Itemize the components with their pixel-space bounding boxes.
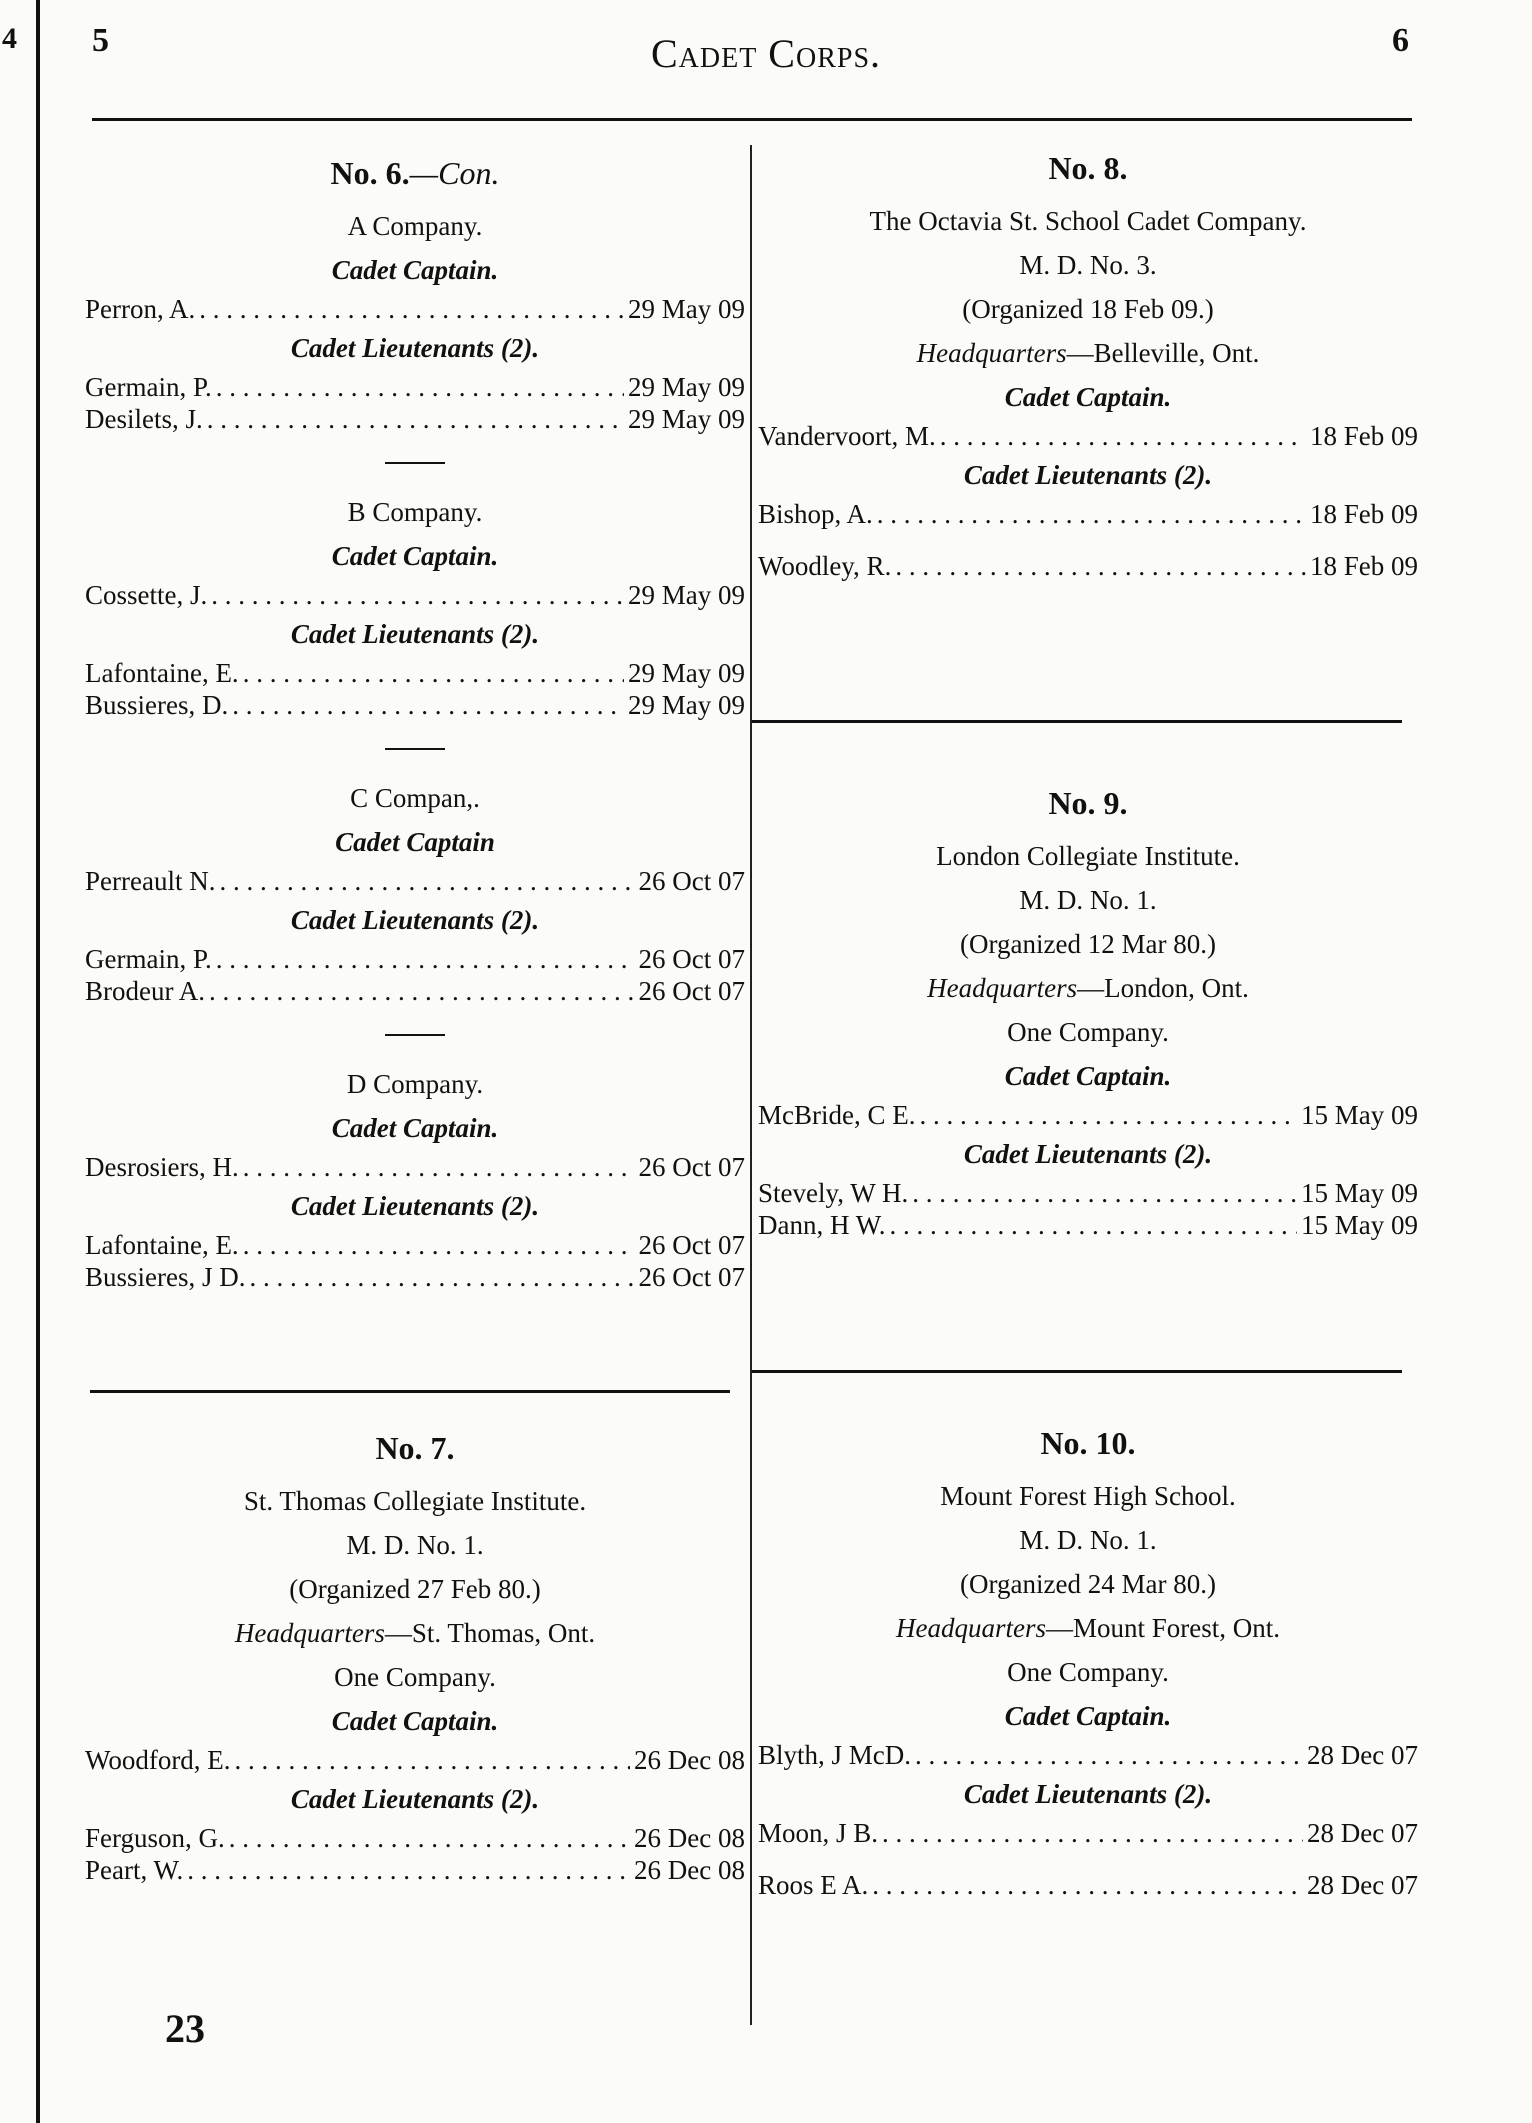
roster-entry bbox=[758, 1740, 1418, 1770]
leader-dots bbox=[890, 1210, 1298, 1240]
leader-dots bbox=[895, 551, 1306, 581]
cadet-name: Woodford, E. bbox=[85, 1745, 231, 1775]
organized-date: (Organized 12 Mar 80.) bbox=[960, 929, 1216, 959]
cadet-name: Woodley, R. bbox=[758, 551, 892, 581]
leader-dots bbox=[232, 690, 624, 720]
company-name: A Company. bbox=[347, 211, 483, 241]
appointment-date: 29 May 09 bbox=[628, 690, 745, 720]
lieutenants-heading: Cadet Lieutenants (2). bbox=[290, 1191, 540, 1221]
appointment-date: 26 Dec 08 bbox=[634, 1745, 745, 1775]
leader-dots bbox=[940, 421, 1306, 451]
appointment-date: 26 Oct 07 bbox=[638, 1152, 745, 1182]
cadet-name: Vandervoort, M. bbox=[758, 421, 936, 451]
footer-page-number: 23 bbox=[165, 2006, 205, 2051]
cadet-name: Lafontaine, E. bbox=[85, 1230, 239, 1260]
section-separator bbox=[90, 1390, 730, 1393]
cadet-name: Lafontaine, E. bbox=[85, 658, 239, 688]
section-no10 bbox=[758, 1425, 1418, 1902]
organized-date: (Organized 18 Feb 09.) bbox=[962, 294, 1214, 324]
roster-entry bbox=[85, 1855, 745, 1885]
headquarters-place: —London, Ont. bbox=[1077, 973, 1249, 1003]
lieutenants-heading: Cadet Lieutenants (2). bbox=[290, 905, 540, 935]
appointment-date: 29 May 09 bbox=[628, 658, 745, 688]
military-district: M. D. No. 1. bbox=[1019, 885, 1157, 915]
leader-dots bbox=[919, 1100, 1297, 1130]
cadet-name: Dann, H W. bbox=[758, 1210, 886, 1240]
captain-heading: Cadet Captain. bbox=[1004, 1701, 1172, 1731]
section-title: No. 9. bbox=[1048, 785, 1128, 821]
appointment-date: 26 Oct 07 bbox=[638, 866, 745, 896]
appointment-date: 29 May 09 bbox=[628, 294, 745, 324]
appointment-date: 15 May 09 bbox=[1301, 1210, 1418, 1240]
section-separator bbox=[752, 1370, 1402, 1373]
leader-dots bbox=[250, 1262, 635, 1292]
school-name: St. Thomas Collegiate Institute. bbox=[243, 1486, 587, 1516]
appointment-date: 28 Dec 07 bbox=[1307, 1818, 1418, 1848]
section-title: No. 6.—Con. bbox=[330, 155, 500, 191]
company-separator bbox=[385, 462, 445, 464]
cadet-name: Peart, W. bbox=[85, 1855, 184, 1885]
spacer bbox=[758, 531, 1418, 549]
header-rule bbox=[92, 118, 1412, 121]
leader-dots bbox=[219, 866, 634, 896]
roster-entry bbox=[85, 1152, 745, 1182]
appointment-date: 28 Dec 07 bbox=[1307, 1740, 1418, 1770]
cadet-name: Roos E A. bbox=[758, 1870, 869, 1900]
appointment-date: 26 Oct 07 bbox=[638, 1262, 745, 1292]
captain-heading: Cadet Captain. bbox=[331, 255, 499, 285]
company-block-a bbox=[85, 206, 745, 434]
lieutenants-heading: Cadet Lieutenants (2). bbox=[963, 1779, 1213, 1809]
cadet-name: Perreault N. bbox=[85, 866, 216, 896]
appointment-date: 29 May 09 bbox=[628, 580, 745, 610]
headquarters-label: Headquarters bbox=[916, 338, 1067, 368]
school-name: The Octavia St. School Cadet Company. bbox=[869, 206, 1307, 236]
cadet-name: McBride, C E. bbox=[758, 1100, 916, 1130]
roster-entry bbox=[85, 866, 745, 896]
section-no7 bbox=[85, 1430, 745, 1887]
company-name: One Company. bbox=[1007, 1017, 1169, 1047]
headquarters-label: Headquarters bbox=[927, 973, 1078, 1003]
company-block-c bbox=[85, 778, 745, 1006]
leader-dots bbox=[912, 1178, 1297, 1208]
headquarters-place: —Belleville, Ont. bbox=[1066, 338, 1260, 368]
headquarters-label: Headquarters bbox=[895, 1613, 1046, 1643]
left-page-number: 5 bbox=[92, 22, 109, 59]
roster-entry bbox=[758, 1818, 1418, 1848]
cadet-name: Germain, P. bbox=[85, 944, 212, 974]
headquarters-label: Headquarters bbox=[234, 1618, 385, 1648]
company-separator bbox=[385, 748, 445, 750]
roster-entry bbox=[758, 1100, 1418, 1130]
military-district: M. D. No. 1. bbox=[346, 1530, 484, 1560]
section-no9 bbox=[758, 785, 1418, 1242]
roster-entry bbox=[85, 1823, 745, 1853]
lieutenants-heading: Cadet Lieutenants (2). bbox=[290, 333, 540, 363]
cadet-name: Germain, P. bbox=[85, 372, 212, 402]
leader-dots bbox=[882, 1818, 1303, 1848]
roster-entry bbox=[758, 1178, 1418, 1208]
book-binding-edge bbox=[0, 0, 40, 2123]
appointment-date: 29 May 09 bbox=[628, 372, 745, 402]
appointment-date: 15 May 09 bbox=[1301, 1178, 1418, 1208]
leader-dots bbox=[229, 1823, 630, 1853]
appointment-date: 26 Oct 07 bbox=[638, 944, 745, 974]
roster-entry bbox=[85, 976, 745, 1006]
cadet-name: Cossette, J. bbox=[85, 580, 208, 610]
appointment-date: 18 Feb 09 bbox=[1310, 551, 1418, 581]
appointment-date: 26 Dec 08 bbox=[634, 1855, 745, 1885]
captain-heading: Cadet Captain. bbox=[1004, 382, 1172, 412]
roster-entry bbox=[85, 1745, 745, 1775]
appointment-date: 26 Oct 07 bbox=[638, 1230, 745, 1260]
appointment-date: 18 Feb 09 bbox=[1310, 499, 1418, 529]
roster-entry bbox=[758, 421, 1418, 451]
section-no6 bbox=[85, 155, 745, 1294]
company-block-b bbox=[85, 492, 745, 720]
leader-dots bbox=[877, 499, 1306, 529]
appointment-date: 28 Dec 07 bbox=[1307, 1870, 1418, 1900]
headquarters bbox=[758, 333, 1418, 373]
spacer bbox=[758, 1850, 1418, 1868]
roster-entry bbox=[758, 551, 1418, 581]
section-title: No. 10. bbox=[1040, 1425, 1136, 1461]
roster-entry bbox=[85, 580, 745, 610]
school-name: London Collegiate Institute. bbox=[936, 841, 1240, 871]
lieutenants-heading: Cadet Lieutenants (2). bbox=[290, 1784, 540, 1814]
leader-dots bbox=[216, 372, 624, 402]
leader-dots bbox=[235, 1745, 630, 1775]
leader-dots bbox=[211, 580, 624, 610]
leader-dots bbox=[243, 1152, 635, 1182]
roster-entry bbox=[85, 294, 745, 324]
headquarters-place: —Mount Forest, Ont. bbox=[1045, 1613, 1280, 1643]
captain-heading: Cadet Captain. bbox=[1004, 1061, 1172, 1091]
lieutenants-heading: Cadet Lieutenants (2). bbox=[963, 460, 1213, 490]
company-name: C Compan,. bbox=[350, 783, 480, 813]
leader-dots bbox=[209, 976, 635, 1006]
headquarters bbox=[85, 1613, 745, 1653]
captain-heading: Cadet Captain bbox=[335, 827, 495, 857]
lieutenants-heading: Cadet Lieutenants (2). bbox=[290, 619, 540, 649]
company-name: D Company. bbox=[346, 1069, 484, 1099]
right-page-number: 6 bbox=[1392, 22, 1409, 59]
appointment-date: 26 Dec 08 bbox=[634, 1823, 745, 1853]
military-district: M. D. No. 3. bbox=[1019, 250, 1157, 280]
captain-heading: Cadet Captain. bbox=[331, 1706, 499, 1736]
captain-heading: Cadet Captain. bbox=[331, 541, 499, 571]
leader-dots bbox=[207, 404, 624, 434]
leader-dots bbox=[872, 1870, 1303, 1900]
company-block-d bbox=[85, 1064, 745, 1292]
roster-entry bbox=[85, 1262, 745, 1292]
cadet-name: Perron, A. bbox=[85, 294, 196, 324]
roster-entry bbox=[758, 1870, 1418, 1900]
cadet-name: Bishop, A. bbox=[758, 499, 873, 529]
section-separator bbox=[752, 720, 1402, 723]
roster-entry bbox=[85, 404, 745, 434]
leader-dots bbox=[243, 658, 624, 688]
cadet-name: Brodeur A. bbox=[85, 976, 205, 1006]
column-divider bbox=[750, 145, 752, 2025]
captain-heading: Cadet Captain. bbox=[331, 1113, 499, 1143]
section-title: No. 8. bbox=[1048, 150, 1128, 186]
appointment-date: 15 May 09 bbox=[1301, 1100, 1418, 1130]
roster-entry bbox=[85, 1230, 745, 1260]
cadet-name: Bussieres, D. bbox=[85, 690, 229, 720]
leader-dots bbox=[187, 1855, 630, 1885]
leader-dots bbox=[199, 294, 624, 324]
cadet-name: Ferguson, G. bbox=[85, 1823, 225, 1853]
organized-date: (Organized 27 Feb 80.) bbox=[289, 1574, 541, 1604]
headquarters bbox=[758, 968, 1418, 1008]
headquarters bbox=[758, 1608, 1418, 1648]
company-separator bbox=[385, 1034, 445, 1036]
leader-dots bbox=[243, 1230, 635, 1260]
section-no8 bbox=[758, 150, 1418, 583]
lieutenants-heading: Cadet Lieutenants (2). bbox=[963, 1139, 1213, 1169]
company-name: B Company. bbox=[347, 497, 483, 527]
headquarters-place: —St. Thomas, Ont. bbox=[384, 1618, 596, 1648]
roster-entry bbox=[85, 372, 745, 402]
military-district: M. D. No. 1. bbox=[1019, 1525, 1157, 1555]
cadet-name: Desrosiers, H. bbox=[85, 1152, 239, 1182]
appointment-date: 26 Oct 07 bbox=[638, 976, 745, 1006]
section-title: No. 7. bbox=[375, 1430, 455, 1466]
company-name: One Company. bbox=[1007, 1657, 1169, 1687]
cadet-name: Desilets, J. bbox=[85, 404, 203, 434]
appointment-date: 18 Feb 09 bbox=[1310, 421, 1418, 451]
appointment-date: 29 May 09 bbox=[628, 404, 745, 434]
running-title: Cadet Corps. bbox=[650, 31, 882, 76]
roster-entry bbox=[758, 499, 1418, 529]
cadet-name: Moon, J B. bbox=[758, 1818, 879, 1848]
roster-entry bbox=[85, 690, 745, 720]
title-suffix: —Con. bbox=[409, 155, 500, 191]
school-name: Mount Forest High School. bbox=[940, 1481, 1236, 1511]
leader-dots bbox=[915, 1740, 1303, 1770]
cadet-name: Bussieres, J D. bbox=[85, 1262, 246, 1292]
roster-entry bbox=[758, 1210, 1418, 1240]
cadet-name: Stevely, W H. bbox=[758, 1178, 909, 1208]
roster-entry bbox=[85, 658, 745, 688]
cadet-name: Blyth, J McD. bbox=[758, 1740, 912, 1770]
company-name: One Company. bbox=[334, 1662, 496, 1692]
organized-date: (Organized 24 Mar 80.) bbox=[960, 1569, 1216, 1599]
adjacent-page-number: 4 bbox=[2, 22, 17, 55]
roster-entry bbox=[85, 944, 745, 974]
leader-dots bbox=[216, 944, 635, 974]
